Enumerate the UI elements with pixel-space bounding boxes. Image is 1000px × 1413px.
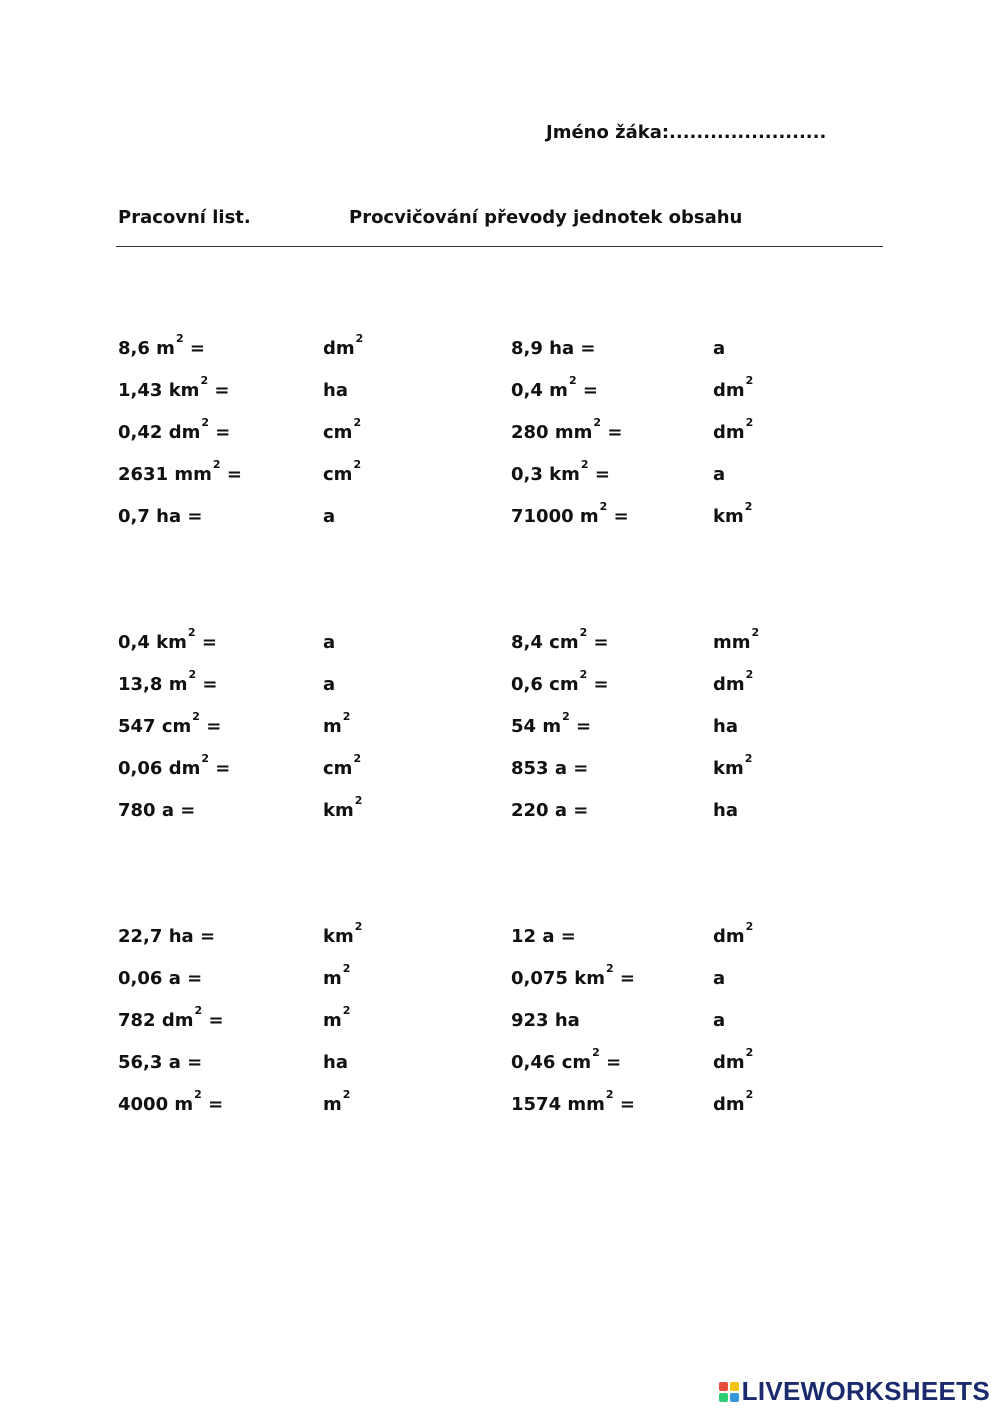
- exercise-expression: [511, 962, 635, 989]
- target-unit-exponent: 2: [353, 458, 362, 471]
- answer-input[interactable]: [228, 464, 308, 482]
- exercise-expression: [118, 332, 205, 359]
- target-unit: [713, 668, 754, 695]
- target-unit-exponent: 2: [355, 332, 364, 345]
- equals-sign: =: [593, 632, 609, 653]
- logo-square-green: [719, 1393, 728, 1402]
- answer-input[interactable]: [228, 926, 308, 944]
- answer-input[interactable]: [228, 506, 308, 524]
- exercise-value: 0,42: [118, 422, 163, 443]
- answer-input[interactable]: [618, 1094, 698, 1112]
- exercise-expression: [118, 626, 217, 653]
- exercise-value: 0,4: [511, 380, 543, 401]
- target-unit-label: m: [323, 968, 342, 989]
- exercise-value: 0,46: [511, 1052, 556, 1073]
- exercise-expression: [118, 506, 203, 527]
- answer-input[interactable]: [228, 674, 308, 692]
- target-unit: [323, 752, 362, 779]
- exercise-value: 8,9: [511, 338, 543, 359]
- exercise-unit: a: [542, 926, 555, 947]
- answer-input[interactable]: [228, 1094, 308, 1112]
- answer-input[interactable]: [618, 506, 698, 524]
- target-unit: [713, 968, 725, 989]
- target-unit: [713, 626, 760, 653]
- exercise-unit: m: [579, 506, 599, 527]
- equals-sign: =: [582, 380, 598, 401]
- answer-input[interactable]: [618, 926, 698, 944]
- answer-input[interactable]: [618, 632, 698, 650]
- unit-exponent: 2: [175, 332, 184, 345]
- unit-exponent: 2: [194, 1004, 203, 1017]
- equals-sign: =: [202, 674, 218, 695]
- unit-exponent: 2: [201, 752, 209, 765]
- target-unit: [713, 1088, 754, 1115]
- target-unit-exponent: 2: [353, 752, 362, 765]
- target-unit-exponent: 2: [353, 416, 362, 429]
- exercise-expression: [511, 1088, 635, 1115]
- equals-sign: =: [594, 464, 610, 485]
- answer-input[interactable]: [228, 1052, 308, 1070]
- exercise-value: 1574: [511, 1094, 562, 1115]
- answer-input[interactable]: [618, 758, 698, 776]
- exercise-expression: [511, 1046, 622, 1073]
- target-unit-label: dm: [713, 380, 745, 401]
- exercise-expression: [511, 374, 598, 401]
- exercise-expression: [511, 1010, 580, 1031]
- exercise-value: 0,06: [118, 758, 163, 779]
- target-unit-label: dm: [713, 422, 745, 443]
- equals-sign: =: [214, 380, 230, 401]
- exercise-value: 547: [118, 716, 156, 737]
- equals-sign: =: [560, 926, 576, 947]
- target-unit-exponent: 2: [342, 710, 351, 723]
- exercise-unit: ha: [549, 338, 575, 359]
- equals-sign: =: [206, 716, 222, 737]
- exercise-unit: a: [554, 800, 568, 821]
- target-unit: [323, 458, 362, 485]
- exercise-unit: mm: [174, 464, 212, 485]
- target-unit-label: dm: [713, 926, 745, 947]
- answer-input[interactable]: [618, 464, 698, 482]
- exercise-unit: cm: [549, 674, 579, 695]
- target-unit-label: dm: [713, 674, 745, 695]
- exercise-expression: [118, 968, 202, 989]
- equals-sign: =: [187, 506, 203, 527]
- exercise-unit: a: [168, 1052, 181, 1073]
- unit-exponent: 2: [200, 374, 209, 387]
- exercise-expression: [511, 338, 596, 359]
- target-unit-exponent: 2: [745, 1088, 754, 1101]
- exercise-unit: cm: [161, 716, 192, 737]
- target-unit-exponent: 2: [354, 920, 363, 933]
- target-unit-exponent: 2: [745, 920, 754, 933]
- target-unit-label: km: [323, 800, 354, 821]
- answer-input[interactable]: [228, 338, 308, 356]
- unit-exponent: 2: [599, 500, 608, 513]
- exercise-value: 71000: [511, 506, 574, 527]
- exercise-unit: m: [542, 716, 562, 737]
- target-unit-exponent: 2: [744, 752, 753, 765]
- target-unit-label: ha: [323, 380, 348, 401]
- exercise-value: 853: [511, 758, 549, 779]
- unit-exponent: 2: [212, 458, 221, 471]
- exercise-value: 0,06: [118, 968, 163, 989]
- exercise-expression: [118, 1088, 224, 1115]
- target-unit: [713, 752, 753, 779]
- target-unit-exponent: 2: [744, 500, 753, 513]
- target-unit-label: ha: [323, 1052, 348, 1073]
- exercise-value: 0,4: [118, 632, 150, 653]
- exercise-unit: dm: [161, 1010, 194, 1031]
- target-unit: [323, 380, 348, 401]
- exercise-unit: m: [156, 338, 175, 359]
- target-unit: [713, 1046, 754, 1073]
- answer-input[interactable]: [618, 1052, 698, 1070]
- target-unit-label: a: [713, 968, 726, 989]
- equals-sign: =: [187, 968, 203, 989]
- unit-exponent: 2: [579, 626, 588, 639]
- answer-input[interactable]: [228, 800, 308, 818]
- exercise-unit: m: [549, 380, 568, 401]
- exercise-expression: [511, 626, 609, 653]
- exercise-expression: [511, 758, 588, 779]
- target-unit-label: dm: [713, 1052, 745, 1073]
- target-unit-exponent: 2: [354, 794, 363, 807]
- exercise-unit: km: [168, 380, 200, 401]
- exercise-unit: cm: [549, 632, 579, 653]
- target-unit: [713, 920, 754, 947]
- exercise-value: 12: [511, 926, 537, 947]
- logo-square-yellow: [730, 1382, 739, 1391]
- answer-input[interactable]: [228, 968, 308, 986]
- target-unit-exponent: 2: [342, 1004, 351, 1017]
- exercise-value: 0,3: [511, 464, 543, 485]
- answer-input[interactable]: [618, 422, 698, 440]
- exercise-expression: [118, 1052, 202, 1073]
- exercise-value: 54: [511, 716, 537, 737]
- unit-exponent: 2: [580, 458, 589, 471]
- target-unit: [323, 962, 351, 989]
- exercise-value: 13,8: [118, 674, 163, 695]
- logo-square-blue: [730, 1393, 739, 1402]
- target-unit: [323, 332, 364, 359]
- exercise-expression: [118, 800, 195, 821]
- exercise-unit: a: [168, 968, 181, 989]
- exercise-value: 0,075: [511, 968, 568, 989]
- exercise-expression: [511, 458, 610, 485]
- target-unit: [323, 674, 335, 695]
- exercise-unit: m: [174, 1094, 194, 1115]
- exercise-value: 0,6: [511, 674, 543, 695]
- exercise-value: 4000: [118, 1094, 169, 1115]
- target-unit-label: cm: [323, 422, 353, 443]
- logo-square-red: [719, 1382, 728, 1391]
- exercise-expression: [118, 710, 222, 737]
- exercise-unit: a: [554, 758, 568, 779]
- equals-sign: =: [593, 674, 609, 695]
- answer-input[interactable]: [618, 380, 698, 398]
- target-unit-label: a: [713, 464, 726, 485]
- unit-exponent: 2: [562, 710, 570, 723]
- exercise-unit: dm: [168, 422, 201, 443]
- worksheet-label: Pracovní list.: [118, 207, 251, 228]
- exercise-value: 56,3: [118, 1052, 163, 1073]
- target-unit-label: mm: [713, 632, 751, 653]
- equals-sign: =: [215, 422, 231, 443]
- equals-sign: =: [607, 422, 623, 443]
- answer-input[interactable]: [618, 968, 698, 986]
- unit-exponent: 2: [605, 962, 614, 975]
- exercise-value: 220: [511, 800, 549, 821]
- exercise-value: 280: [511, 422, 549, 443]
- equals-sign: =: [576, 716, 592, 737]
- target-unit: [323, 1088, 351, 1115]
- unit-exponent: 2: [192, 710, 200, 723]
- target-unit-label: a: [323, 632, 336, 653]
- unit-exponent: 2: [194, 1088, 202, 1101]
- exercise-expression: [118, 458, 242, 485]
- equals-sign: =: [180, 800, 196, 821]
- exercise-value: 8,6: [118, 338, 150, 359]
- exercise-value: 8,4: [511, 632, 543, 653]
- answer-input[interactable]: [618, 1010, 698, 1028]
- target-unit: [713, 800, 738, 821]
- exercise-expression: [511, 500, 629, 527]
- equals-sign: =: [208, 1010, 224, 1031]
- target-unit: [713, 1010, 725, 1031]
- target-unit: [713, 464, 725, 485]
- unit-exponent: 2: [593, 416, 602, 429]
- target-unit: [323, 416, 362, 443]
- exercise-value: 1,43: [118, 380, 163, 401]
- exercise-unit: cm: [561, 1052, 592, 1073]
- student-name-prompt: [546, 122, 826, 143]
- target-unit-exponent: 2: [745, 416, 754, 429]
- answer-input[interactable]: [618, 800, 698, 818]
- target-unit-label: a: [323, 674, 336, 695]
- target-unit: [323, 794, 363, 821]
- exercise-unit: km: [549, 464, 580, 485]
- exercise-value: 0,7: [118, 506, 150, 527]
- answer-input[interactable]: [228, 422, 308, 440]
- exercise-value: 22,7: [118, 926, 163, 947]
- target-unit: [323, 1052, 348, 1073]
- equals-sign: =: [613, 506, 629, 527]
- answer-input[interactable]: [228, 1010, 308, 1028]
- exercise-expression: [118, 374, 230, 401]
- unit-exponent: 2: [592, 1046, 600, 1059]
- target-unit: [713, 374, 754, 401]
- target-unit-label: ha: [713, 800, 738, 821]
- exercise-value: 2631: [118, 464, 169, 485]
- target-unit: [323, 920, 363, 947]
- target-unit-label: cm: [323, 758, 353, 779]
- target-unit-label: ha: [713, 716, 738, 737]
- target-unit: [323, 632, 335, 653]
- target-unit: [323, 506, 335, 527]
- target-unit: [323, 710, 351, 737]
- exercise-expression: [511, 668, 609, 695]
- target-unit-label: km: [713, 758, 744, 779]
- liveworksheets-logo: [719, 1376, 990, 1407]
- target-unit-label: km: [323, 926, 354, 947]
- exercise-expression: [118, 752, 231, 779]
- unit-exponent: 2: [188, 668, 197, 681]
- target-unit-exponent: 2: [745, 1046, 754, 1059]
- logo-squares-icon: [719, 1382, 739, 1402]
- exercise-expression: [118, 926, 215, 947]
- answer-input[interactable]: [618, 338, 698, 356]
- target-unit-label: a: [323, 506, 336, 527]
- answer-input[interactable]: [618, 674, 698, 692]
- exercise-value: 782: [118, 1010, 156, 1031]
- target-unit-exponent: 2: [745, 374, 754, 387]
- target-unit-label: cm: [323, 464, 353, 485]
- target-unit-label: a: [713, 1010, 726, 1031]
- equals-sign: =: [573, 758, 589, 779]
- unit-exponent: 2: [187, 626, 196, 639]
- exercise-value: 923: [511, 1010, 549, 1031]
- student-name-label: Jméno žáka:.......................: [546, 122, 827, 143]
- exercise-unit: a: [161, 800, 175, 821]
- exercise-unit: ha: [156, 506, 182, 527]
- equals-sign: =: [208, 1094, 224, 1115]
- exercise-expression: [118, 416, 231, 443]
- equals-sign: =: [199, 926, 216, 947]
- logo-text: LIVEWORKSHEETS: [741, 1376, 990, 1406]
- equals-sign: =: [226, 464, 242, 485]
- target-unit: [713, 500, 753, 527]
- target-unit: [713, 338, 725, 359]
- answer-input[interactable]: [228, 716, 308, 734]
- exercise-unit: mm: [554, 422, 593, 443]
- exercise-unit: dm: [168, 758, 201, 779]
- exercise-unit: km: [156, 632, 187, 653]
- target-unit-exponent: 2: [342, 962, 351, 975]
- exercise-unit: mm: [567, 1094, 605, 1115]
- exercise-unit: ha: [168, 926, 194, 947]
- equals-sign: =: [619, 1094, 635, 1115]
- target-unit: [713, 416, 754, 443]
- unit-exponent: 2: [579, 668, 588, 681]
- target-unit-exponent: 2: [751, 626, 760, 639]
- equals-sign: =: [580, 338, 596, 359]
- answer-input[interactable]: [228, 632, 308, 650]
- target-unit-label: dm: [323, 338, 355, 359]
- target-unit: [323, 1004, 351, 1031]
- target-unit-exponent: 2: [745, 668, 754, 681]
- exercise-unit: km: [574, 968, 605, 989]
- equals-sign: =: [606, 1052, 622, 1073]
- answer-input[interactable]: [228, 758, 308, 776]
- target-unit-label: a: [713, 338, 726, 359]
- equals-sign: =: [187, 1052, 203, 1073]
- exercise-expression: [118, 668, 218, 695]
- unit-exponent: 2: [605, 1088, 614, 1101]
- answer-input[interactable]: [618, 716, 698, 734]
- equals-sign: =: [573, 800, 589, 821]
- equals-sign: =: [619, 968, 635, 989]
- target-unit: [713, 716, 738, 737]
- exercise-expression: [511, 416, 623, 443]
- equals-sign: =: [201, 632, 217, 653]
- equals-sign: =: [215, 758, 231, 779]
- worksheet-title: Procvičování převody jednotek obsahu: [349, 207, 743, 228]
- target-unit-exponent: 2: [342, 1088, 351, 1101]
- exercise-value: 780: [118, 800, 156, 821]
- exercise-unit: m: [168, 674, 188, 695]
- exercise-expression: [511, 926, 576, 947]
- exercise-unit: ha: [554, 1010, 580, 1031]
- target-unit-label: m: [323, 1010, 342, 1031]
- unit-exponent: 2: [201, 416, 209, 429]
- target-unit-label: m: [323, 1094, 342, 1115]
- target-unit-label: dm: [713, 1094, 745, 1115]
- equals-sign: =: [189, 338, 205, 359]
- target-unit-label: m: [323, 716, 342, 737]
- title-divider: [116, 246, 883, 247]
- exercise-expression: [511, 800, 588, 821]
- target-unit-label: km: [713, 506, 744, 527]
- exercise-expression: [118, 1004, 224, 1031]
- answer-input[interactable]: [228, 380, 308, 398]
- exercise-expression: [511, 710, 592, 737]
- unit-exponent: 2: [568, 374, 577, 387]
